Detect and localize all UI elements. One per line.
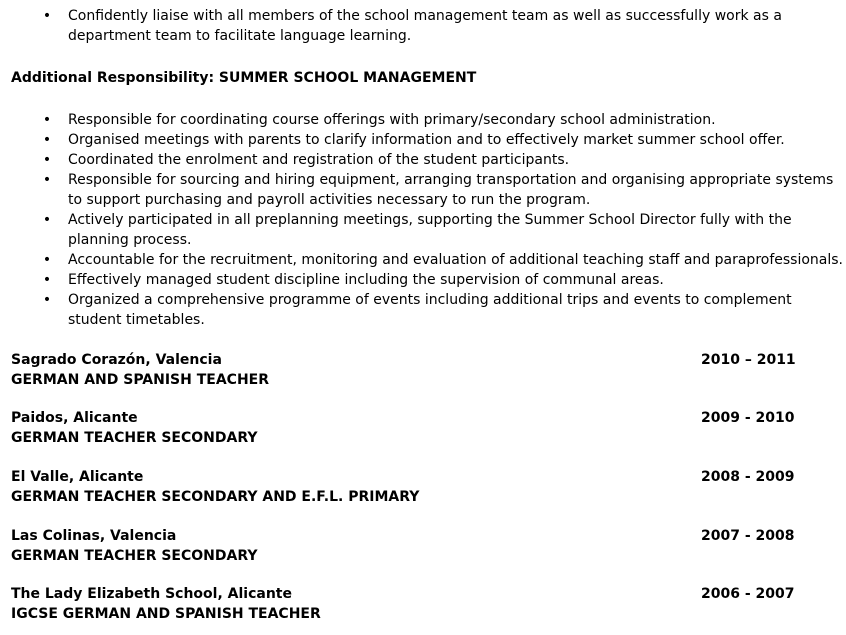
job-title: GERMAN TEACHER SECONDARY AND E.F.L. PRIMARY bbox=[11, 488, 420, 505]
list-item bbox=[0, 270, 846, 290]
job-entry bbox=[11, 468, 831, 507]
job-title: IGCSE GERMAN AND SPANISH TEACHER bbox=[11, 605, 321, 622]
job-entry bbox=[11, 409, 831, 448]
bullet-text: Responsible for coordinating course offerings with primary/secondary school administration. bbox=[68, 112, 716, 128]
summer-bullet-list bbox=[0, 110, 846, 330]
bullet-text: Effectively managed student discipline including the supervision of communal areas. bbox=[68, 272, 664, 288]
bullet-text: Organised meetings with parents to clarify information and to effectively market summer school offer. bbox=[68, 132, 785, 148]
bullet-icon: • bbox=[42, 112, 52, 128]
job-dates: 2008 - 2009 bbox=[701, 469, 795, 485]
list-item bbox=[0, 250, 846, 270]
top-bullet-list bbox=[0, 6, 846, 46]
job-employer: The Lady Elizabeth School, Alicante bbox=[11, 586, 292, 602]
job-entry bbox=[11, 527, 831, 566]
job-dates: 2009 - 2010 bbox=[701, 410, 795, 426]
job-employer: Paidos, Alicante bbox=[11, 410, 138, 426]
bullet-text: Responsible for sourcing and hiring equipment, arranging transportation and organising appropriate systems to support purchasing and payroll activities necessary to run the program. bbox=[68, 172, 834, 208]
bullet-icon: • bbox=[42, 172, 52, 188]
job-title: GERMAN AND SPANISH TEACHER bbox=[11, 371, 270, 388]
bullet-text: Actively participated in all preplanning meetings, supporting the Summer School Director fully with the planning process. bbox=[68, 212, 792, 248]
list-item bbox=[0, 150, 846, 170]
job-employer: El Valle, Alicante bbox=[11, 469, 144, 485]
bullet-icon: • bbox=[42, 8, 52, 24]
bullet-icon: • bbox=[42, 212, 52, 228]
job-entry bbox=[11, 585, 831, 624]
section-heading: Additional Responsibility: SUMMER SCHOOL MANAGEMENT bbox=[11, 70, 477, 86]
list-item bbox=[0, 170, 846, 210]
bullet-text: Coordinated the enrolment and registration of the student participants. bbox=[68, 152, 570, 168]
list-item bbox=[0, 6, 846, 46]
job-dates: 2006 - 2007 bbox=[701, 586, 795, 602]
bullet-text: Accountable for the recruitment, monitoring and evaluation of additional teaching staff and paraprofessionals. bbox=[68, 252, 843, 268]
job-title: GERMAN TEACHER SECONDARY bbox=[11, 429, 258, 446]
bullet-icon: • bbox=[42, 292, 52, 308]
bullet-icon: • bbox=[42, 252, 52, 268]
list-item bbox=[0, 290, 846, 330]
job-entry bbox=[11, 351, 831, 390]
bullet-icon: • bbox=[42, 152, 52, 168]
job-employer: Sagrado Corazón, Valencia bbox=[11, 352, 222, 368]
bullet-text: Confidently liaise with all members of the school management team as well as successfully work as a department team to facilitate language learning. bbox=[68, 8, 782, 44]
bullet-icon: • bbox=[42, 132, 52, 148]
list-item bbox=[0, 110, 846, 130]
bullet-text: Organized a comprehensive programme of events including additional trips and events to complement student timetables. bbox=[68, 292, 792, 328]
list-item bbox=[0, 130, 846, 150]
job-title: GERMAN TEACHER SECONDARY bbox=[11, 547, 258, 564]
job-dates: 2007 - 2008 bbox=[701, 528, 795, 544]
list-item bbox=[0, 210, 846, 250]
job-dates: 2010 – 2011 bbox=[701, 352, 796, 368]
bullet-icon: • bbox=[42, 272, 52, 288]
job-employer: Las Colinas, Valencia bbox=[11, 528, 177, 544]
